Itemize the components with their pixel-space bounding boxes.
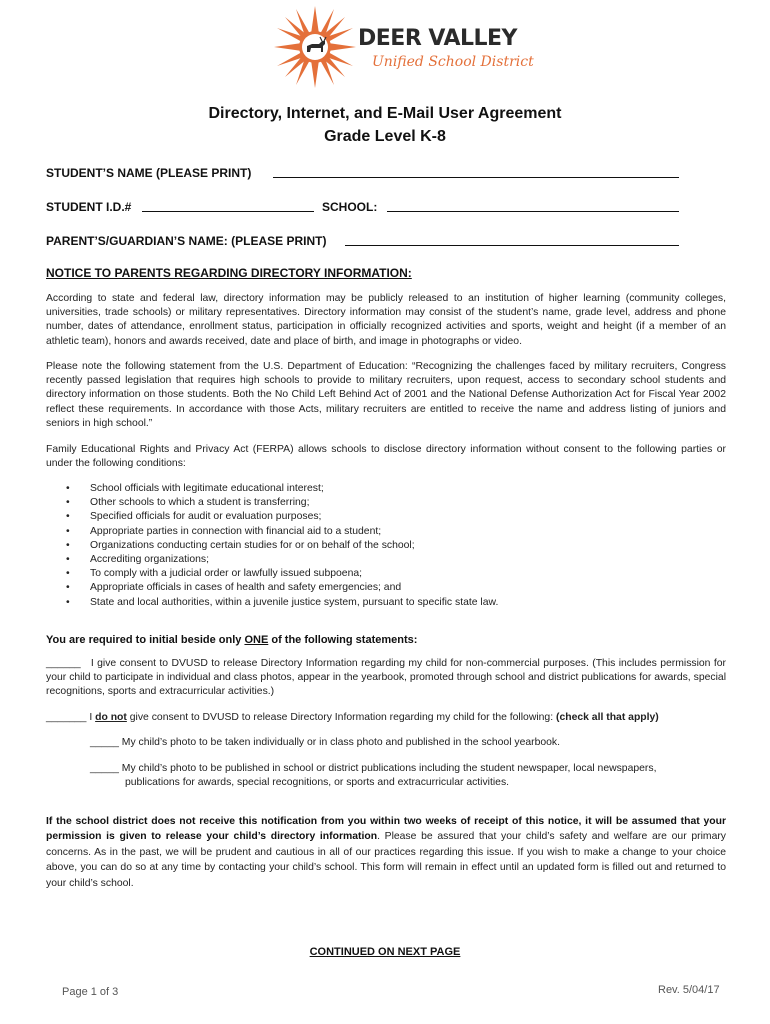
school-label: SCHOOL: bbox=[322, 200, 378, 214]
list-item: • Appropriate parties in connection with financial aid to a student; bbox=[66, 525, 498, 539]
notice-paragraph-2: Please note the following statement from the U.S. Department of Education: “Recognizing the challenges faced by military recruiters, Congress recently passed legislation that requires high schools to provide to military recruiters, upon request, access to secondary school students and directory information on those students. Both the No Child Left Behind Act of 2001 and the National Defense Authorization Act for Fiscal Year 2002 reflect these requirements. In accordance with those Acts, military recruiters are entitled to receive the name and address listing of juniors and seniors in high school.” bbox=[46, 361, 726, 429]
bullet-icon: • bbox=[66, 582, 70, 594]
page-number: Page 1 of 3 bbox=[62, 986, 119, 998]
district-logo bbox=[272, 4, 534, 90]
list-item: • Other schools to which a student is transferring; bbox=[66, 496, 498, 510]
notice-paragraph-1: According to state and federal law, directory information may be publicly released to an institution of higher learning (community colleges, universities, trade schools) or military representatives. Directory information may consist of the student’s name, grade level, address and phone number, dates of attendance, enrollment status, participation in officially recognized activities and sports, weight and height (if a member of an athletic team), honors and awards received, date and place of birth, and image in photographs or video. bbox=[46, 293, 726, 347]
publications-photo-check-blank[interactable]: _____ bbox=[90, 763, 119, 774]
no-consent-option: _______ I do not give consent to DVUSD to release Directory Information regarding my child for the following: (check all that apply) bbox=[46, 712, 659, 723]
bullet-icon: • bbox=[66, 568, 70, 580]
bullet-icon: • bbox=[66, 483, 70, 494]
logo-district-name: DEER VALLEY bbox=[358, 26, 517, 51]
document-subtitle: Grade Level K-8 bbox=[324, 128, 446, 145]
parent-name-field[interactable] bbox=[345, 245, 679, 246]
bullet-icon: • bbox=[66, 554, 70, 566]
list-item: • School officials with legitimate educational interest; bbox=[66, 482, 498, 496]
list-item: • Accrediting organizations; bbox=[66, 553, 498, 567]
student-name-label: STUDENT’S NAME (PLEASE PRINT) bbox=[46, 166, 252, 180]
student-id-label: STUDENT I.D.# bbox=[46, 200, 132, 214]
document-title: Directory, Internet, and E-Mail User Agreement bbox=[208, 105, 562, 122]
bullet-icon: • bbox=[66, 525, 70, 537]
publications-photo-option: _____ My child’s photo to be published in school or district publications including the student newspaper, local newspapers, publications for awards, special recognitions, or sports and extracurricular activities. bbox=[90, 763, 657, 789]
list-item: • Organizations conducting certain studies for or on behalf of the school; bbox=[66, 539, 498, 553]
list-item: • To comply with a judicial order or lawfully issued subpoena; bbox=[66, 567, 498, 581]
consent-option: ______ I give consent to DVUSD to release Directory Information regarding my child for non-commercial purposes. (This includes permission for your child to participate in individual and class photos, appear in the yearbook, promoted through school and district publications for awards, special recognitions, sports and extracurricular activities.) bbox=[46, 658, 726, 698]
bullet-icon: • bbox=[66, 497, 70, 509]
parent-name-label: PARENT’S/GUARDIAN’S NAME: (PLEASE PRINT) bbox=[46, 234, 327, 248]
yearbook-photo-option: _____ My child’s photo to be taken individually or in class photo and published in the school yearbook. bbox=[90, 737, 561, 748]
initial-instruction: You are required to initial beside only ONE of the following statements: bbox=[46, 634, 418, 646]
list-item: • Appropriate officials in cases of health and safety emergencies; and bbox=[66, 581, 498, 595]
sun-deer-emblem-icon bbox=[272, 4, 358, 90]
continued-notice: CONTINUED ON NEXT PAGE bbox=[309, 946, 461, 958]
ferpa-conditions-list bbox=[66, 482, 498, 610]
no-consent-initial-blank[interactable]: _______ bbox=[46, 712, 87, 723]
school-field[interactable] bbox=[387, 211, 679, 212]
notice-heading: NOTICE TO PARENTS REGARDING DIRECTORY INFORMATION: bbox=[46, 266, 412, 280]
list-item: • State and local authorities, within a juvenile justice system, pursuant to specific state law. bbox=[66, 596, 498, 610]
consent-initial-blank[interactable]: ______ bbox=[46, 658, 81, 669]
student-name-field[interactable] bbox=[273, 177, 679, 178]
bullet-icon: • bbox=[66, 511, 70, 523]
yearbook-photo-check-blank[interactable]: _____ bbox=[90, 737, 119, 748]
notice-paragraph-3: Family Educational Rights and Privacy Act (FERPA) allows schools to disclose directory information without consent to the following parties or under the following conditions: bbox=[46, 444, 726, 470]
default-permission-notice: If the school district does not receive this notification from you within two weeks of receipt of this notice, it will be assumed that your permission is given to release your child’s directory information. Please be assured that your child’s safety and welfare are our primary concerns. As in the past, we will be prudent and cautious in all of our practices regarding this issue. If you wish to make a change to your choice above, you can do so at any time by contacting your child’s school. This form will remain in effect until an updated form is filled out and returned to your child’s school. bbox=[46, 816, 726, 889]
bullet-icon: • bbox=[66, 596, 70, 608]
revision-date: Rev. 5/04/17 bbox=[658, 984, 720, 996]
bullet-icon: • bbox=[66, 539, 70, 551]
list-item: • Specified officials for audit or evaluation purposes; bbox=[66, 510, 498, 524]
logo-subtitle: Unified School District bbox=[372, 54, 534, 70]
student-id-field[interactable] bbox=[142, 211, 314, 212]
